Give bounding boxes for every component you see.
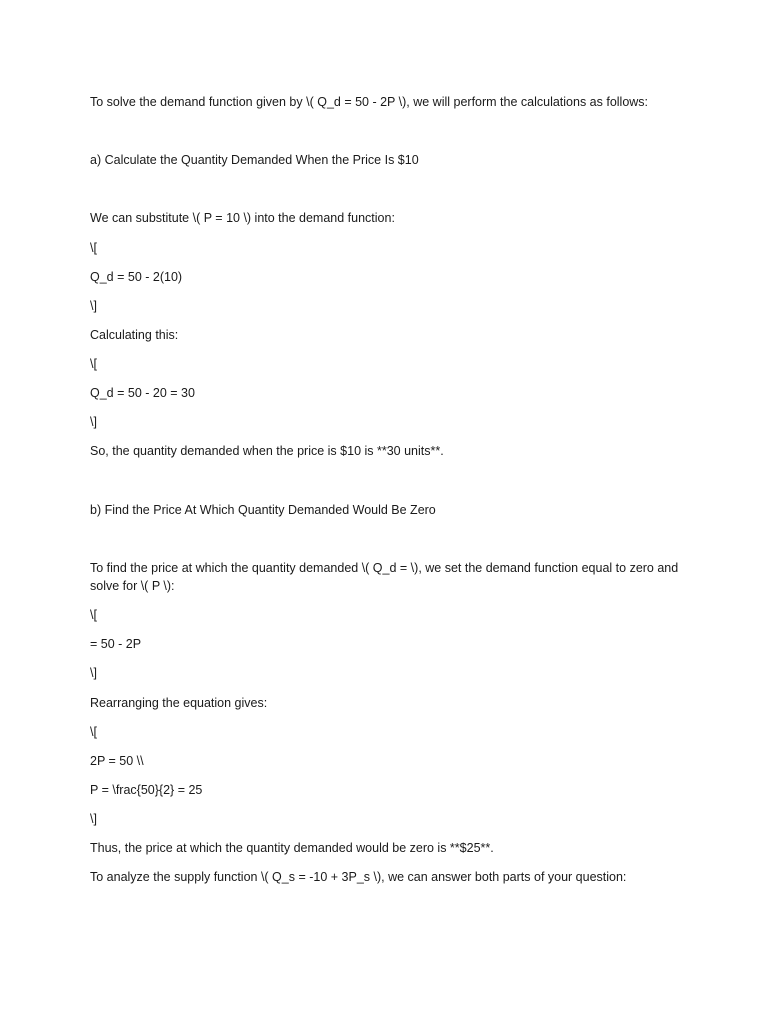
rearranging-label: Rearranging the equation gives: — [90, 696, 268, 710]
section-b-intro-text: To find the price at which the quantity demanded \( Q_d = \), we set the demand function equal to zero and solve for \( P \): — [90, 561, 682, 593]
section-a-substitution-text: We can substitute \( P = 10 \) into the demand function: — [90, 211, 395, 225]
math-close-delimiter: \] — [90, 666, 97, 680]
section-b-heading: b) Find the Price At Which Quantity Demanded Would Be Zero — [90, 503, 436, 517]
section-b-result: Thus, the price at which the quantity demanded would be zero is **$25**. — [90, 841, 494, 855]
calculating-label: Calculating this: — [90, 328, 179, 342]
equation-line: Q_d = 50 - 20 = 30 — [90, 386, 195, 400]
supply-function-intro: To analyze the supply function \( Q_s = -10 + 3P_s \), we can answer both parts of your question: — [90, 870, 627, 884]
section-a-result: So, the quantity demanded when the price is $10 is **30 units**. — [90, 444, 444, 458]
equation-line: Q_d = 50 - 2(10) — [90, 270, 183, 284]
equation-line: 2P = 50 \\ — [90, 754, 144, 768]
math-close-delimiter: \] — [90, 415, 97, 429]
equation-line: P = \frac{50}{2} = 25 — [90, 783, 203, 797]
math-open-delimiter: \[ — [90, 241, 97, 255]
math-close-delimiter: \] — [90, 812, 97, 826]
intro-paragraph: To solve the demand function given by \( Q_d = 50 - 2P \), we will perform the calculations as follows: — [90, 95, 649, 109]
math-open-delimiter: \[ — [90, 608, 97, 622]
section-a-heading: a) Calculate the Quantity Demanded When the Price Is $10 — [90, 153, 419, 167]
math-close-delimiter: \] — [90, 299, 97, 313]
math-open-delimiter: \[ — [90, 357, 97, 371]
math-open-delimiter: \[ — [90, 725, 97, 739]
equation-line: = 50 - 2P — [90, 637, 142, 651]
